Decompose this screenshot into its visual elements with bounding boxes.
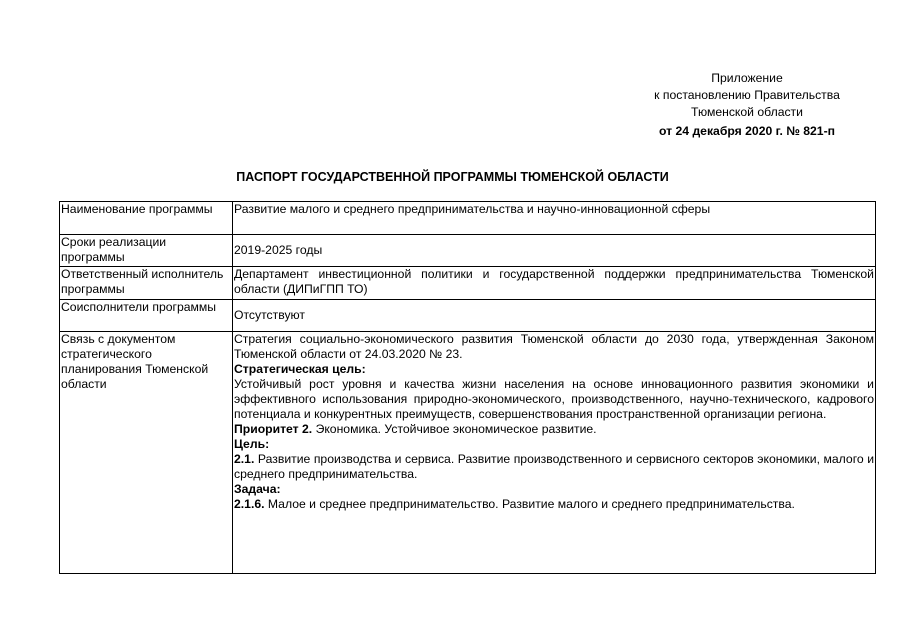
table-row [60, 332, 876, 574]
aim-text: Развитие производства и сервиса. Развитие производственного и сервисного секторов экономики, малого и среднего предпринимательства. [234, 452, 874, 481]
row-value: 2019-2025 годы [233, 235, 876, 267]
row-label: Связь с документом стратегического планирования Тюменской области [60, 332, 233, 574]
strategy-cell [233, 332, 876, 574]
aim-number: 2.1. [234, 452, 255, 466]
resolution-reference: к постановлению Правительства [654, 88, 840, 102]
aim-heading: Цель: [234, 437, 270, 451]
aim-line [234, 452, 874, 482]
task-text: Малое и среднее предпринимательство. Развитие малого и среднего предпринимательства. [264, 497, 795, 511]
priority-text: Экономика. Устойчивое экономическое развитие. [312, 422, 597, 436]
priority-label: Приоритет 2. [234, 422, 313, 436]
government-name: Тюменской области [691, 105, 803, 119]
resolution-date-number: от 24 декабря 2020 г. № 821-п [659, 124, 835, 138]
appendix-header [632, 70, 862, 140]
row-label: Соисполнители программы [60, 300, 233, 332]
priority-line [234, 422, 874, 437]
document-title: ПАСПОРТ ГОСУДАРСТВЕННОЙ ПРОГРАММЫ ТЮМЕНСКОЙ ОБЛАСТИ [236, 170, 669, 184]
row-value: Департамент инвестиционной политики и государственной поддержки предпринимательства Тюменской области (ДИПиГПП ТО) [233, 267, 876, 300]
passport-table [59, 201, 876, 574]
table-row [60, 300, 876, 332]
strategic-goal-text: Устойчивый рост уровня и качества жизни населения на основе инновационного развития экономики и эффективного использования природно-экономического, производственного, научно-технического, кадрового потенциала и конкурентных преимуществ, совершенствования пространственной организации региона. [234, 377, 874, 421]
task-heading: Задача: [234, 482, 281, 496]
task-number: 2.1.6. [234, 497, 265, 511]
row-label: Ответственный исполнитель программы [60, 267, 233, 300]
strategic-goal-heading: Стратегическая цель: [234, 362, 366, 376]
row-value: Развитие малого и среднего предпринимательства и научно-инновационной сферы [233, 202, 876, 235]
row-value: Отсутствуют [233, 300, 876, 332]
table-row [60, 235, 876, 267]
table-row [60, 202, 876, 235]
table-row [60, 267, 876, 300]
appendix-label: Приложение [711, 71, 783, 85]
task-line [234, 497, 874, 512]
strategy-document: Стратегия социально-экономического развития Тюменской области до 2030 года, утвержденная Законом Тюменской области от 24.03.2020 № 23. [234, 332, 874, 361]
row-label: Сроки реализации программы [60, 235, 233, 267]
row-label: Наименование программы [60, 202, 233, 235]
